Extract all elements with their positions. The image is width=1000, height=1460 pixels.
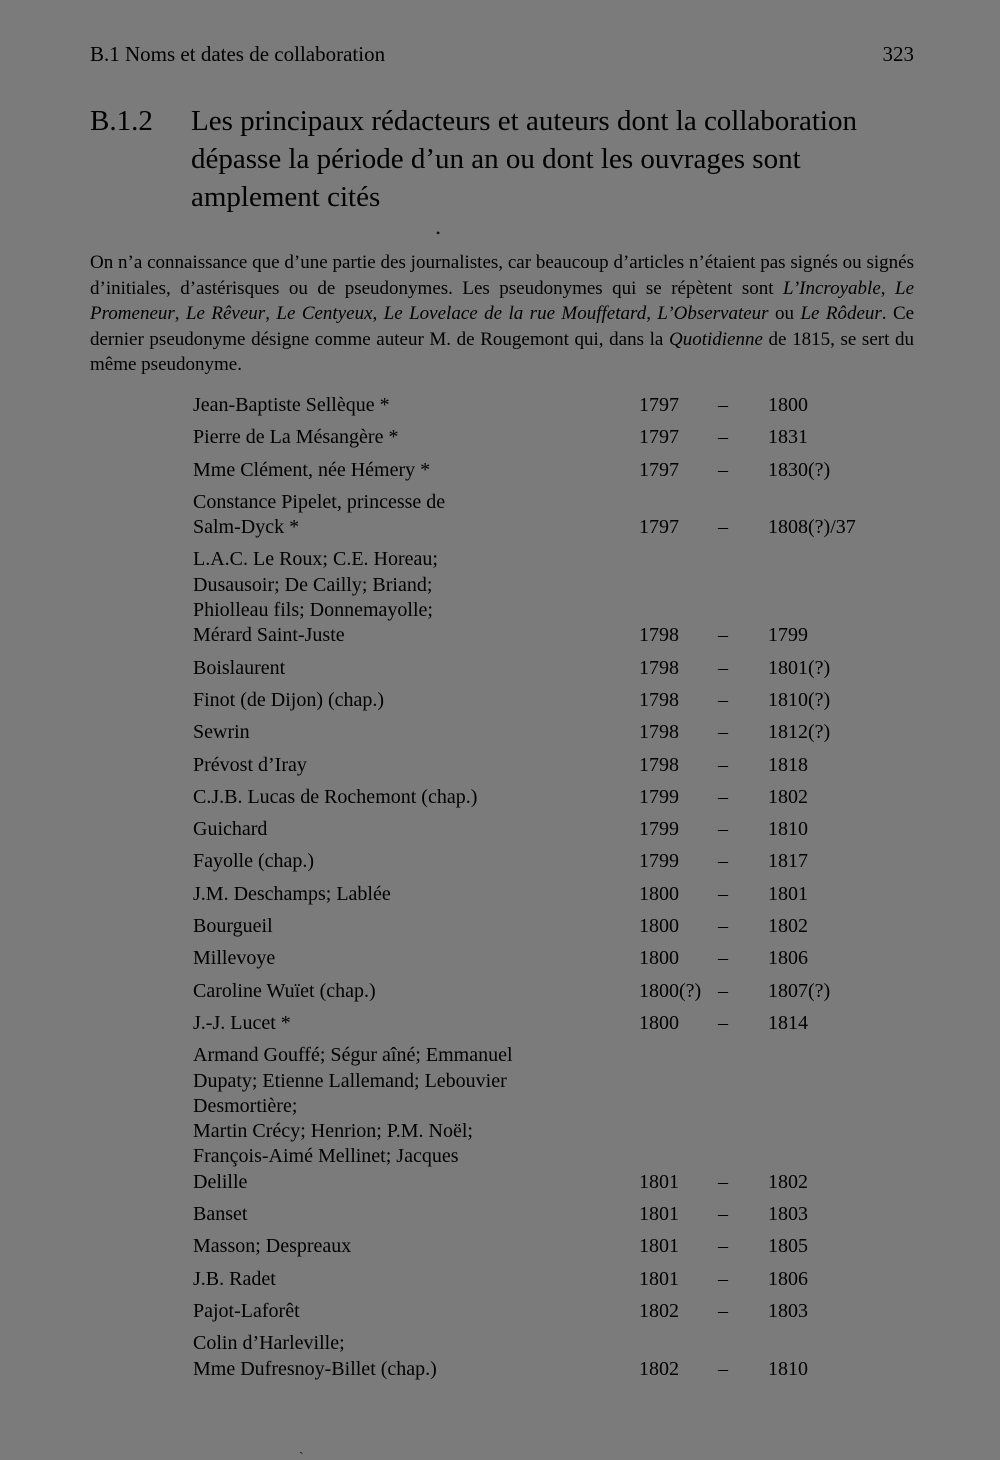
end-year: 1818: [768, 753, 808, 776]
start-year: 1797: [639, 516, 679, 539]
table-row: [193, 487, 893, 545]
start-year: 1798: [639, 624, 679, 647]
year-dash: –: [718, 1357, 728, 1380]
table-row: [193, 1040, 893, 1199]
table-row: [193, 717, 893, 749]
contributor-name: J.B. Radet: [193, 1267, 276, 1290]
year-dash: –: [718, 753, 728, 776]
pseudonym: L’Observateur: [657, 303, 769, 324]
contributor-name: Millevoye: [193, 947, 276, 970]
pseudonym: Le Lovelace de la rue Mouffetard: [383, 303, 647, 324]
table-row: [193, 943, 893, 975]
separator: ,: [646, 303, 658, 324]
end-year: 1803: [768, 1299, 808, 1322]
contributor-name: J.-J. Lucet *: [193, 1011, 291, 1034]
page-number: 323: [882, 42, 914, 66]
table-row: [193, 814, 893, 846]
year-dash: –: [718, 947, 728, 970]
end-year: 1807(?): [768, 979, 831, 1002]
end-year: 1806: [768, 947, 808, 970]
running-title: B.1 Noms et dates de collaboration: [90, 42, 386, 66]
contributor-name: Constance Pipelet, princesse de Salm-Dyck *: [193, 490, 446, 539]
pseudonym: Le Centyeux: [276, 303, 373, 324]
contributor-name: Bourgueil: [193, 915, 273, 938]
year-dash: –: [718, 458, 728, 481]
end-year: 1830(?): [768, 458, 831, 481]
table-row: [193, 422, 893, 454]
start-year: 1798: [639, 688, 679, 711]
start-year: 1797: [639, 426, 679, 449]
end-year: 1814: [768, 1011, 808, 1034]
start-year: 1798: [639, 753, 679, 776]
table-row: [193, 879, 893, 911]
end-year: 1799: [768, 624, 808, 647]
start-year: 1799: [639, 785, 679, 808]
contributor-name: Pierre de La Mésangère *: [193, 426, 399, 449]
contributor-name: Fayolle (chap.): [193, 850, 315, 873]
end-year: 1802: [768, 785, 808, 808]
year-dash: –: [718, 1170, 728, 1193]
year-dash: –: [718, 688, 728, 711]
contributor-name: Jean-Baptiste Sellèque *: [193, 394, 390, 416]
contributor-name: L.A.C. Le Roux; C.E. Horeau; Dusausoir; De Cailly; Briand; Phiolleau fils; Donnemayolle; Mérard Saint-Juste: [193, 548, 438, 647]
contributor-name: Caroline Wuïet (chap.): [193, 979, 376, 1002]
contributor-name: Banset: [193, 1203, 248, 1226]
end-year: 1801: [768, 882, 808, 905]
start-year: 1802: [639, 1299, 679, 1322]
end-year: 1808(?)/37: [768, 516, 856, 539]
table-row: [193, 1264, 893, 1296]
table-row: [193, 911, 893, 943]
year-dash: –: [718, 656, 728, 679]
stray-mark-comma: ˎ: [299, 1440, 304, 1455]
table-row: [193, 1328, 893, 1386]
table-row: [193, 976, 893, 1008]
table-row: [193, 455, 893, 487]
start-year: 1800: [639, 915, 679, 938]
start-year: 1798: [639, 721, 679, 744]
contributor-name: Finot (de Dijon) (chap.): [193, 688, 385, 711]
end-year: 1810: [768, 1357, 808, 1380]
contributor-name: Armand Gouffé; Ségur aîné; Emmanuel Dupaty; Etienne Lallemand; Lebouvier Desmortière; Martin Crécy; Henrion; P.M. Noël; François-Aimé Mellinet; Jacques Delille: [193, 1044, 513, 1193]
year-dash: –: [718, 785, 728, 808]
year-dash: –: [718, 721, 728, 744]
start-year: 1799: [639, 818, 679, 841]
year-dash: –: [718, 516, 728, 539]
table-row: [193, 685, 893, 717]
separator: ,: [265, 303, 277, 324]
end-year: 1817: [768, 850, 808, 873]
pseudonym: Le Rôdeur: [800, 303, 882, 324]
start-year: 1801: [639, 1235, 679, 1258]
table-row: [193, 1296, 893, 1328]
year-dash: –: [718, 624, 728, 647]
start-year: 1800: [639, 947, 679, 970]
start-year: 1799: [639, 850, 679, 873]
contributor-name: Masson; Despreaux: [193, 1235, 352, 1258]
year-dash: –: [718, 1011, 728, 1034]
start-year: 1800: [639, 1011, 679, 1034]
section-title: Les principaux rédacteurs et auteurs dont la collaboration dépasse la période d’un an ou dont les ouvrages sont amplement cités: [191, 105, 857, 213]
section-number: B.1.2: [90, 105, 153, 137]
start-year: 1800(?): [639, 979, 702, 1002]
table-row: [193, 1008, 893, 1040]
contributor-name: Pajot-Laforêt: [193, 1299, 300, 1322]
table-row: [193, 782, 893, 814]
start-year: 1797: [639, 394, 679, 416]
start-year: 1797: [639, 458, 679, 481]
table-row: [193, 653, 893, 685]
contributor-name: Prévost d’Iray: [193, 753, 307, 776]
pseudonym: Le Promeneur: [90, 277, 914, 324]
end-year: 1810(?): [768, 688, 831, 711]
separator: ,: [372, 303, 384, 324]
end-year: 1800: [768, 394, 808, 416]
separator: ,: [174, 303, 186, 324]
end-year: 1810: [768, 818, 808, 841]
table-row: [193, 1231, 893, 1263]
start-year: 1801: [639, 1170, 679, 1193]
end-year: 1812(?): [768, 721, 831, 744]
running-header: [90, 42, 914, 74]
journal-title: Quotidienne: [668, 328, 763, 350]
end-year: 1805: [768, 1235, 808, 1258]
year-dash: –: [718, 979, 728, 1002]
pseudonym: Le Rêveur: [185, 303, 266, 324]
end-year: 1802: [768, 1170, 808, 1193]
year-dash: –: [718, 818, 728, 841]
separator: ou: [768, 303, 801, 324]
start-year: 1800: [639, 882, 679, 905]
contributor-name: Guichard: [193, 818, 268, 841]
year-dash: –: [718, 1299, 728, 1322]
year-dash: –: [718, 426, 728, 449]
year-dash: –: [718, 1267, 728, 1290]
end-year: 1806: [768, 1267, 808, 1290]
contributor-name: Colin d’Harleville; Mme Dufresnoy-Billet (chap.): [193, 1332, 437, 1380]
table-row: [193, 750, 893, 782]
contributor-name: Boislaurent: [193, 656, 286, 679]
intro-text: . Ce dernier pseudonyme désigne comme auteur M. de Rougemont qui, dans la: [90, 303, 915, 350]
end-year: 1801(?): [768, 656, 831, 679]
start-year: 1802: [639, 1357, 679, 1380]
end-year: 1803: [768, 1203, 808, 1226]
stray-mark-dot: •: [436, 226, 441, 240]
contributor-name: C.J.B. Lucas de Rochemont (chap.): [193, 785, 478, 808]
end-year: 1802: [768, 915, 808, 938]
contributor-name: J.M. Deschamps; Lablée: [193, 882, 391, 905]
table-row: [193, 1199, 893, 1231]
intro-text: On n’a connaissance que d’une partie des journalistes, car beaucoup d’articles n’étaient pas signés ou signés d’initiales, d’astérisques ou de pseudonymes. Les pseudonymes qui se répètent sont: [90, 252, 914, 299]
pseudonym: L’Incroyable: [782, 277, 881, 299]
table-row: [193, 390, 893, 422]
year-dash: –: [718, 850, 728, 873]
year-dash: –: [718, 1203, 728, 1226]
year-dash: –: [718, 394, 728, 416]
start-year: 1798: [639, 656, 679, 679]
contributors-table: [193, 390, 893, 1386]
year-dash: –: [718, 1235, 728, 1258]
table-row: [193, 846, 893, 878]
start-year: 1801: [639, 1203, 679, 1226]
contributor-name: Sewrin: [193, 721, 250, 744]
end-year: 1831: [768, 426, 808, 449]
intro-paragraph: [90, 250, 914, 378]
intro-text: de 1815, se sert du même pseudonyme.: [90, 328, 914, 375]
separator: ,: [880, 277, 895, 299]
year-dash: –: [718, 882, 728, 905]
contributor-name: Mme Clément, née Hémery *: [193, 458, 431, 481]
start-year: 1801: [639, 1267, 679, 1290]
year-dash: –: [718, 915, 728, 938]
table-row: [193, 544, 893, 652]
